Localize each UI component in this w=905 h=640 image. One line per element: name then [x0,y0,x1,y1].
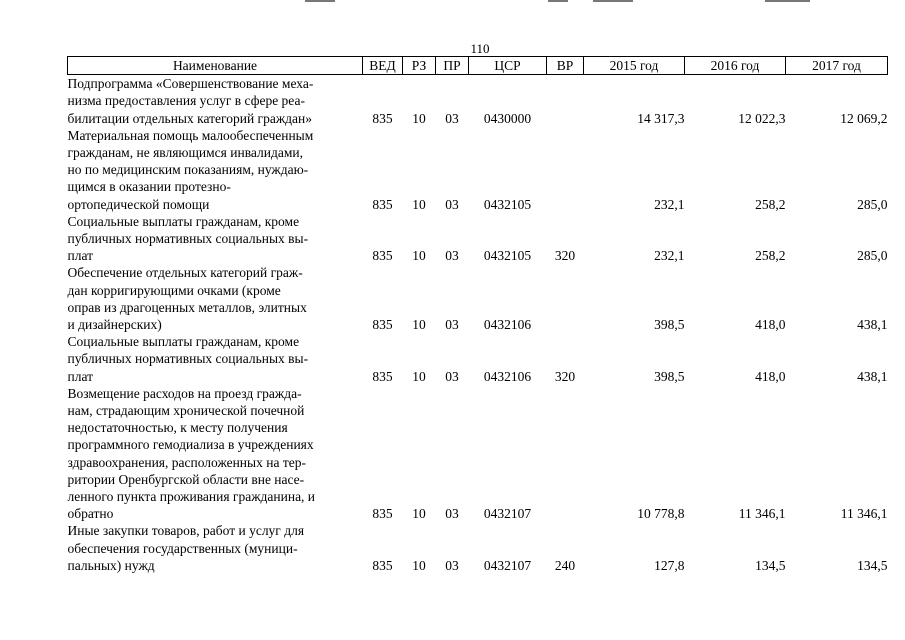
scan-edge-mark [305,0,335,2]
header-pr: ПР [436,57,469,75]
row-name: Иные закупки товаров, работ и услуг для обеспечения государственных (муници- пальных) нужд [67,523,305,573]
cell-rz: 10 [412,248,426,264]
cell-vr: 240 [554,557,576,573]
cell-rz: 10 [412,506,426,522]
cell-ved: 835 [372,368,393,384]
cell-csr: 0432107 [483,506,532,522]
cell-2016: 11 346,1 [738,506,786,522]
cell-vr [547,127,584,213]
table-row [68,522,888,574]
row-name: Обеспечение отдельных категорий граж- дан корригирующими очками (кроме оправ из драгоценных металлов, элитных и дизайнерских) [67,265,307,333]
cell-pr: 03 [445,110,459,126]
cell-rz: 10 [412,110,426,126]
cell-pr: 03 [445,506,459,522]
cell-ved: 835 [372,110,393,126]
cell-pr: 03 [445,557,459,573]
cell-2015: 398,5 [654,317,685,333]
row-name: Социальные выплаты гражданам, кроме публичных нормативных социальных вы- плат [67,213,309,264]
cell-2016: 258,2 [755,196,786,212]
cell-pr: 03 [445,368,459,384]
budget-table [67,56,888,574]
cell-2017: 285,0 [857,196,888,212]
scan-edge-mark [593,0,633,2]
cell-rz: 10 [412,557,426,573]
page-number: 110 [470,41,490,56]
cell-2017: 12 069,2 [840,110,888,126]
table-row [68,127,888,213]
scan-edge-mark [765,0,810,2]
table-row [68,75,888,127]
cell-rz: 10 [412,317,426,333]
header-csr: ЦСР [469,57,547,75]
row-name: Социальные выплаты гражданам, кроме публичных нормативных социальных вы- плат [67,334,309,384]
cell-2016: 418,0 [755,317,786,333]
cell-2017: 11 346,1 [840,506,888,522]
cell-2017: 438,1 [857,368,888,384]
cell-csr: 0430000 [483,110,532,126]
cell-rz: 10 [412,196,426,212]
cell-2016: 418,0 [755,368,786,384]
cell-ved: 835 [372,506,393,522]
table-row [68,213,888,265]
header-ved: ВЕД [363,57,403,75]
cell-pr: 03 [445,196,459,212]
row-name: Материальная помощь малообеспеченным гражданам, не являющимся инвалидами, но по медицинским показаниям, нуждаю- щимся в оказании протезно- ортопедической помощи [67,127,314,212]
cell-csr: 0432105 [483,196,532,212]
cell-2015: 398,5 [654,368,685,384]
cell-2016: 134,5 [755,557,786,573]
table-header [68,57,888,75]
table-row [68,333,888,385]
cell-pr: 03 [445,317,459,333]
table-row [68,264,888,333]
row-name: Возмещение расходов на проезд гражда- нам, страдающим хронической почечной недостаточностью, к месту получения программного гемодиализа в учреждениях здравоохранения, расположенных на тер- ритории Оренбургской области вне насе- ленного пункта проживания гражданина, и обратно [67,385,316,522]
row-name: Подпрограмма «Совершенствование меха- низма предоставления услуг в сфере реа- билитации отдельных категорий граждан» [67,76,314,126]
header-2016: 2016 год [685,57,786,75]
cell-2017: 285,0 [857,248,888,264]
cell-ved: 835 [372,196,393,212]
cell-ved: 835 [372,248,393,264]
header-vr: ВР [547,57,584,75]
cell-csr: 0432106 [483,368,532,384]
cell-csr: 0432106 [483,317,532,333]
cell-vr [547,264,584,333]
cell-vr [547,75,584,127]
cell-2015: 232,1 [654,248,685,264]
header-2017: 2017 год [786,57,888,75]
cell-ved: 835 [372,317,393,333]
table-body [68,75,888,574]
cell-2016: 12 022,3 [738,110,786,126]
cell-vr: 320 [554,248,576,264]
cell-csr: 0432107 [483,557,532,573]
header-2015: 2015 год [584,57,685,75]
cell-2017: 438,1 [857,317,888,333]
cell-2015: 232,1 [654,196,685,212]
cell-rz: 10 [412,368,426,384]
table-row [68,385,888,523]
header-rz: РЗ [403,57,436,75]
cell-2015: 10 778,8 [637,506,685,522]
cell-csr: 0432105 [483,248,532,264]
cell-2016: 258,2 [755,248,786,264]
cell-vr: 320 [554,368,576,384]
cell-2015: 127,8 [654,557,685,573]
cell-vr [547,385,584,523]
header-name: Наименование [68,57,363,75]
cell-2017: 134,5 [857,557,888,573]
cell-2015: 14 317,3 [637,110,685,126]
cell-ved: 835 [372,557,393,573]
scan-edge-mark [548,0,568,2]
cell-pr: 03 [445,248,459,264]
